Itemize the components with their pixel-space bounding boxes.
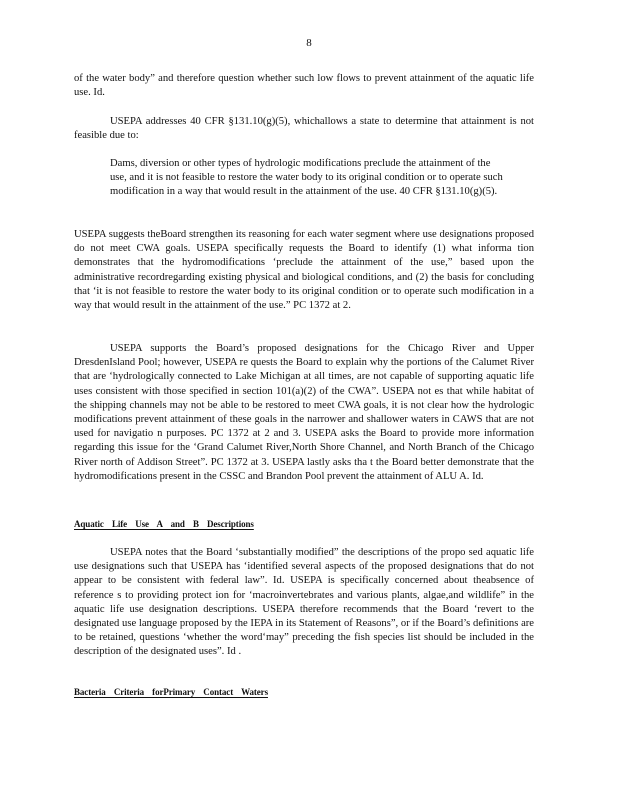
paragraph-usepa-notes: USEPA notes that the Board ‘substantially modified” the descriptions of the propo sed aquatic life use designations such that USEPA has ‘identified several aspects of the proposed designations that do not appear to be consistent with federal law”. Id. USEPA is specifically concerned about theabsence of reference s to providing protect ion for ‘macroinvertebrates and various plants, algae,and wildlife” in the aquatic life use designation descriptions. USEPA therefore recommends that the Board ‘revert to the designated use language proposed by the IEPA in its Statement of Reasons”, or if the Board’s definitions are to be retained, questions ‘whether the word‘may” preceding the fish species list should be included in the description of the designated uses”. Id . [74, 547, 534, 658]
block-quote-cfr: Dams, diversion or other types of hydrologic modifications preclude the attainment of the use, and it is not feasible to restore the water body to its original condition or to operate such modification in a way that would result in the attainment of the use. 40 CFR §131.10(g)(5). [110, 158, 503, 198]
page-number: 8 [306, 37, 312, 49]
paragraph-usepa-suggests: USEPA suggests theBoard strengthen its reasoning for each water segment where use designations proposed do not meet CWA goals. USEPA specifically requests the Board to identify (1) what informa tion demonstrates that the hydromodifications ‘preclude the attainment of the use,” based upon the administrative recordregarding existing physical and biological conditions, and (2) the basis for concluding that ‘it is not feasible to restore the water body to its original condition or to operate such modification in a way that would result in the attainment of the use.” PC 1372 at 2. [74, 229, 534, 312]
paragraph-usepa-addresses: USEPA addresses 40 CFR §131.10(g)(5), whichallows a state to determine that attainment is not feasible due to: [74, 116, 534, 142]
paragraph-continuation: of the water body” and therefore question whether such low flows to prevent attainment of the aquatic life use. Id. [74, 73, 534, 99]
section-heading-aquatic-life: Aquatic Life Use A and B Descriptions [74, 519, 254, 529]
section-heading-bacteria-criteria: Bacteria Criteria forPrimary Contact Waters [74, 687, 268, 697]
paragraph-usepa-supports: USEPA supports the Board’s proposed designations for the Chicago River and Upper DresdenIsland Pool; however, USEPA re quests the Board to explain why the portions of the Calumet River that are ‘hydrologically connected to Lake Michigan at all times, are not capable of supporting aquatic life uses consistent with those specified in section 101(a)(2) of the CWA”. USEPA not es that while habitat of the shipping channels may not be able to be restored to meet CWA goals, it is not clear how the hydrologic modifications prevent attainment of these goals in the narrower and shallower waters in CAWS that are not used for navigatio n purposes. PC 1372 at 2 and 3. USEPA asks the Board to provide more information regarding this issue for the ‘Grand Calumet River,North Shore Channel, and North Branch of the Chicago River north of Addison Street”. PC 1372 at 3. USEPA lastly asks tha t the Board better demonstrate that the hydromodifications present in the CSSC and Brandon Pool prevent the attainment of ALU A. Id. [74, 343, 534, 482]
